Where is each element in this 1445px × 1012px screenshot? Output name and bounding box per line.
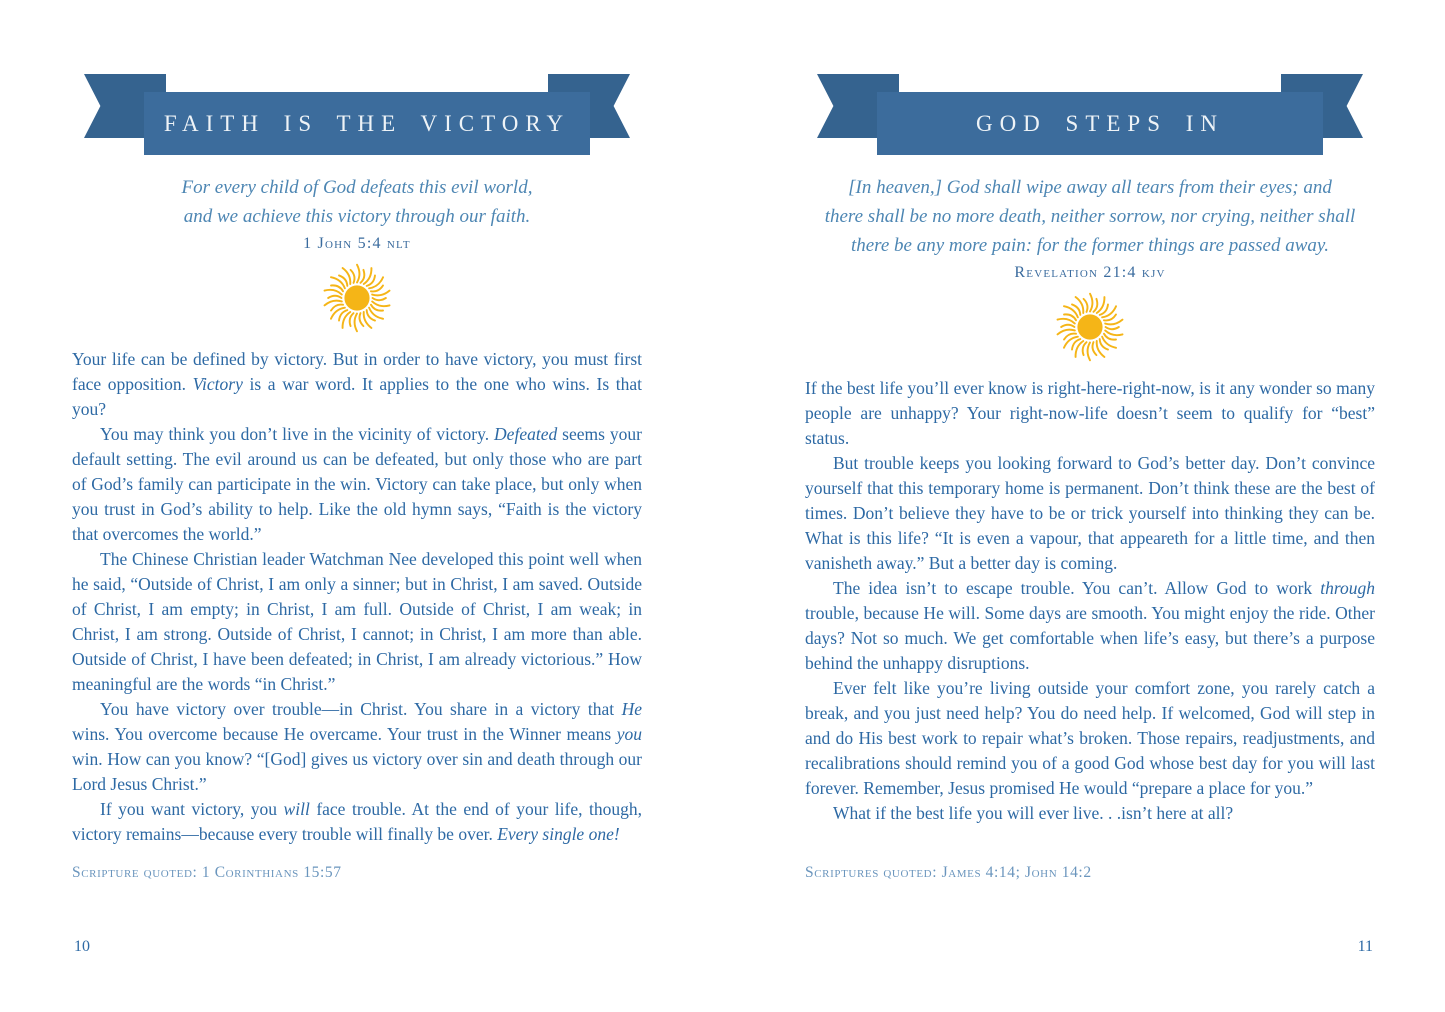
scripture-quoted-note: Scriptures quoted: James 4:14; John 14:2 xyxy=(805,864,1092,881)
body-paragraph: The idea isn’t to escape trouble. You can’t. Allow God to work through trouble, because He will. Some days are smooth. You might enjoy the ride. Other days? Not so much. We get comfortable when life’s easy, but there’s a purpose behind the unhappy disruptions. xyxy=(805,578,1375,673)
body-paragraph: Ever felt like you’re living outside your comfort zone, you rarely catch a break, and you just need help? You do need help. If welcomed, God will step in and do His best work to repair what’s broken. Those repairs, readjustments, and recalibrations should remind you of a good God whose best day for you will last forever. Remember, Jesus promised He would “prepare a place for you.” xyxy=(805,678,1375,798)
body-text xyxy=(72,347,642,847)
ribbon-band xyxy=(877,92,1323,155)
quote-line: For every child of God defeats this evil world, xyxy=(181,177,533,198)
quote-line: there shall be no more death, neither sorrow, nor crying, neither shall xyxy=(824,206,1356,227)
body-paragraph: What if the best life you will ever live. . .isn’t here at all? xyxy=(833,803,1234,823)
page-number: 10 xyxy=(74,938,90,955)
body-paragraph: If the best life you’ll ever know is right-here-right-now, is it any wonder so many people are unhappy? Your right-now-life doesn’t seem to qualify for “best” status. xyxy=(805,378,1375,448)
quote-line: and we achieve this victory through our faith. xyxy=(183,206,531,227)
chapter-banner xyxy=(805,74,1375,155)
page-right xyxy=(805,0,1375,1012)
body-paragraph: You have victory over trouble—in Christ. You share in a victory that He wins. You overcome because He overcame. Your trust in the Winner means you win. How can you know? “[God] gives us victory over sin and death through our Lord Jesus Christ.” xyxy=(72,699,642,794)
sun-icon xyxy=(320,261,394,335)
chapter-title: GOD STEPS IN xyxy=(975,110,1225,136)
quote-line: [In heaven,] God shall wipe away all tears from their eyes; and xyxy=(848,177,1332,198)
scripture-quote xyxy=(805,173,1375,260)
chapter-title: FAITH IS THE VICTORY xyxy=(163,110,571,136)
scripture-reference: 1 John 5:4 nlt xyxy=(303,235,411,252)
page-left xyxy=(72,0,642,1012)
scripture-reference: Revelation 21:4 kjv xyxy=(1014,264,1166,281)
ribbon-band xyxy=(144,92,590,155)
page-number: 11 xyxy=(1357,938,1373,955)
body-text xyxy=(805,376,1375,826)
body-paragraph: You may think you don’t live in the vicinity of victory. Defeated seems your default setting. The evil around us can be defeated, but only those who are part of God’s family can participate in the win. Victory can take place, but only when you trust in God’s ability to help. Like the old hymn says, “Faith is the victory that overcomes the world.” xyxy=(72,424,642,544)
quote-line: there be any more pain: for the former things are passed away. xyxy=(850,235,1330,256)
scripture-quoted-note: Scripture quoted: 1 Corinthians 15:57 xyxy=(72,864,342,881)
body-paragraph: The Chinese Christian leader Watchman Nee developed this point well when he said, “Outside of Christ, I am only a sinner; but in Christ, I am saved. Outside of Christ, I am empty; in Christ, I am full. Outside of Christ, I am weak; in Christ, I am strong. Outside of Christ, I cannot; in Christ, I am more than able. Outside of Christ, I have been defeated; in Christ, I am already victorious.” How meaningful are the words “in Christ.” xyxy=(72,549,642,694)
chapter-banner xyxy=(72,74,642,155)
body-paragraph: If you want victory, you will face trouble. At the end of your life, though, victory remains—because every trouble will finally be over. Every single one! xyxy=(72,799,643,844)
sun-ornament-wrap xyxy=(72,261,642,335)
body-paragraph: Your life can be defined by victory. But in order to have victory, you must first face opposition. Victory is a war word. It applies to the one who wins. Is that you? xyxy=(72,349,642,419)
scripture-quote xyxy=(72,173,642,231)
sun-icon xyxy=(1053,290,1127,364)
body-paragraph: But trouble keeps you looking forward to God’s better day. Don’t convince yourself that this temporary home is permanent. Don’t think these are the best of times. Don’t believe they have to be or trick yourself into thinking they can be. What is this life? “It is even a vapour, that appeareth for a little time, and then vanisheth away.” But a better day is coming. xyxy=(805,453,1375,573)
sun-ornament-wrap xyxy=(805,290,1375,364)
